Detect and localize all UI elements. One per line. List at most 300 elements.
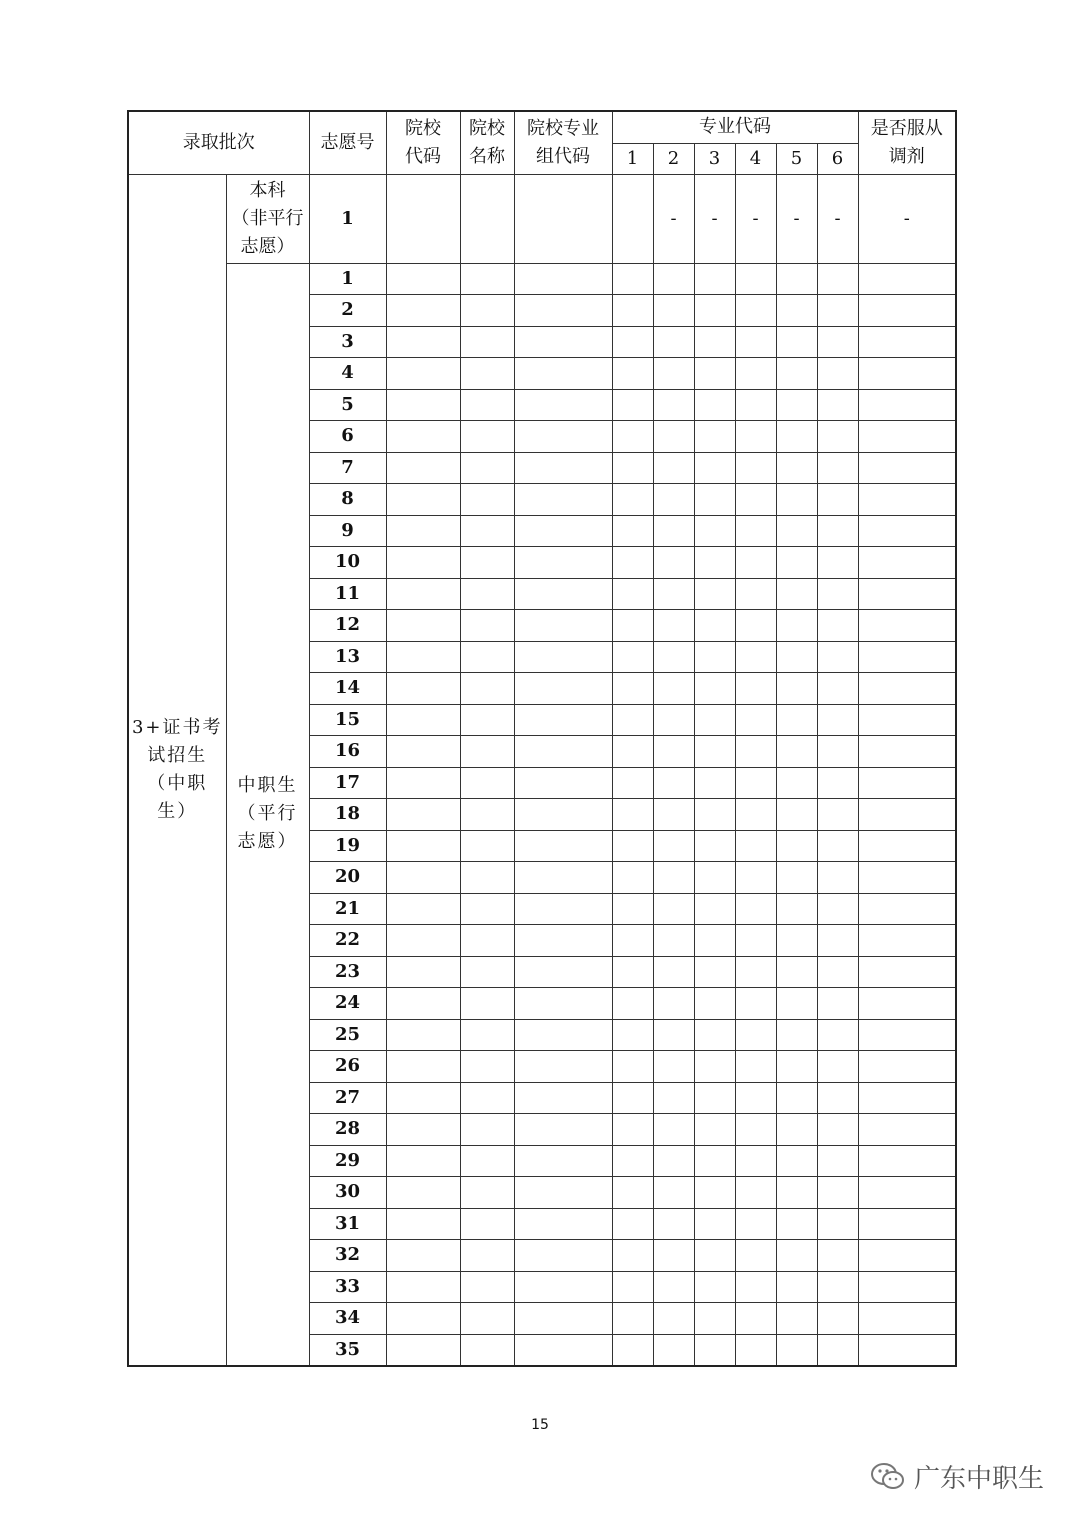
- major-code-cell[interactable]: [653, 421, 694, 453]
- major-code-cell[interactable]: [817, 547, 858, 579]
- major-code-cell[interactable]: [776, 1145, 817, 1177]
- major-code-cell[interactable]: [776, 484, 817, 516]
- major-code-cell[interactable]: [694, 767, 735, 799]
- school-name-cell[interactable]: [460, 1082, 514, 1114]
- school-name-cell[interactable]: [460, 1271, 514, 1303]
- major-code-cell[interactable]: [776, 830, 817, 862]
- major-code-cell[interactable]: [735, 515, 776, 547]
- major-code-cell[interactable]: [735, 641, 776, 673]
- major-code-cell[interactable]: [817, 1145, 858, 1177]
- major-code-cell[interactable]: [694, 515, 735, 547]
- major-code-cell[interactable]: [612, 515, 653, 547]
- school-code-cell[interactable]: [386, 1240, 460, 1272]
- school-name-cell[interactable]: [460, 862, 514, 894]
- school-name-cell[interactable]: [460, 673, 514, 705]
- major-code-cell[interactable]: [612, 421, 653, 453]
- major-code-cell[interactable]: [653, 358, 694, 390]
- major-code-cell[interactable]: [694, 1114, 735, 1146]
- major-code-cell[interactable]: [817, 1208, 858, 1240]
- major-code-cell[interactable]: [694, 704, 735, 736]
- school-code-cell[interactable]: [386, 326, 460, 358]
- major-code-cell[interactable]: [817, 1051, 858, 1083]
- adjust-cell[interactable]: [858, 767, 956, 799]
- group-code-cell[interactable]: [514, 830, 612, 862]
- major-code-cell[interactable]: [612, 704, 653, 736]
- major-code-cell[interactable]: [653, 673, 694, 705]
- major-code-cell[interactable]: [817, 956, 858, 988]
- major-code-cell[interactable]: [612, 295, 653, 327]
- major-code-cell[interactable]: [776, 547, 817, 579]
- major-code-cell[interactable]: [612, 174, 653, 263]
- major-code-cell[interactable]: [612, 484, 653, 516]
- school-name-cell[interactable]: [460, 421, 514, 453]
- school-code-cell[interactable]: [386, 547, 460, 579]
- major-code-cell[interactable]: [694, 830, 735, 862]
- major-code-cell[interactable]: [653, 484, 694, 516]
- major-code-cell[interactable]: [653, 515, 694, 547]
- major-code-cell[interactable]: [694, 1208, 735, 1240]
- major-code-cell[interactable]: [653, 326, 694, 358]
- school-code-cell[interactable]: [386, 641, 460, 673]
- school-name-cell[interactable]: [460, 893, 514, 925]
- group-code-cell[interactable]: [514, 326, 612, 358]
- school-name-cell[interactable]: [460, 1145, 514, 1177]
- major-code-cell[interactable]: [817, 389, 858, 421]
- major-code-cell[interactable]: [817, 578, 858, 610]
- group-code-cell[interactable]: [514, 1177, 612, 1209]
- major-code-cell[interactable]: [735, 925, 776, 957]
- major-code-cell[interactable]: [612, 1303, 653, 1335]
- major-code-cell[interactable]: [735, 452, 776, 484]
- major-code-cell[interactable]: [735, 484, 776, 516]
- school-code-cell[interactable]: [386, 1082, 460, 1114]
- major-code-cell[interactable]: [735, 358, 776, 390]
- major-code-cell[interactable]: [776, 799, 817, 831]
- group-code-cell[interactable]: [514, 1303, 612, 1335]
- major-code-cell[interactable]: [694, 799, 735, 831]
- school-name-cell[interactable]: [460, 515, 514, 547]
- major-code-cell[interactable]: [735, 263, 776, 295]
- major-code-cell[interactable]: [694, 484, 735, 516]
- school-code-cell[interactable]: [386, 925, 460, 957]
- group-code-cell[interactable]: [514, 862, 612, 894]
- major-code-cell[interactable]: [776, 452, 817, 484]
- major-code-cell[interactable]: [817, 484, 858, 516]
- group-code-cell[interactable]: [514, 610, 612, 642]
- major-code-cell[interactable]: [612, 1114, 653, 1146]
- major-code-cell[interactable]: [817, 1334, 858, 1366]
- adjust-cell[interactable]: [858, 1051, 956, 1083]
- school-name-cell[interactable]: [460, 1208, 514, 1240]
- major-code-cell[interactable]: [817, 1177, 858, 1209]
- major-code-cell[interactable]: [735, 578, 776, 610]
- school-code-cell[interactable]: [386, 1114, 460, 1146]
- major-code-cell[interactable]: [694, 452, 735, 484]
- school-name-cell[interactable]: [460, 1303, 514, 1335]
- major-code-cell[interactable]: [612, 389, 653, 421]
- school-code-cell[interactable]: [386, 956, 460, 988]
- school-code-cell[interactable]: [386, 799, 460, 831]
- major-code-cell[interactable]: [776, 1334, 817, 1366]
- major-code-cell[interactable]: [653, 862, 694, 894]
- major-code-cell[interactable]: [817, 736, 858, 768]
- major-code-cell[interactable]: [612, 1145, 653, 1177]
- adjust-cell[interactable]: [858, 1334, 956, 1366]
- major-code-cell[interactable]: [735, 704, 776, 736]
- major-code-cell[interactable]: [776, 389, 817, 421]
- major-code-cell[interactable]: [653, 1271, 694, 1303]
- school-code-cell[interactable]: [386, 484, 460, 516]
- adjust-cell[interactable]: [858, 893, 956, 925]
- major-code-cell[interactable]: [776, 1303, 817, 1335]
- school-code-cell[interactable]: [386, 1051, 460, 1083]
- major-code-cell[interactable]: [735, 673, 776, 705]
- school-name-cell[interactable]: [460, 799, 514, 831]
- group-code-cell[interactable]: [514, 389, 612, 421]
- school-code-cell[interactable]: [386, 673, 460, 705]
- group-code-cell[interactable]: [514, 1334, 612, 1366]
- major-code-cell[interactable]: [653, 988, 694, 1020]
- major-code-cell[interactable]: [776, 862, 817, 894]
- major-code-cell[interactable]: [776, 925, 817, 957]
- school-code-cell[interactable]: [386, 830, 460, 862]
- major-code-cell[interactable]: [776, 263, 817, 295]
- school-code-cell[interactable]: [386, 421, 460, 453]
- group-code-cell[interactable]: [514, 547, 612, 579]
- group-code-cell[interactable]: [514, 988, 612, 1020]
- school-name-cell[interactable]: [460, 1334, 514, 1366]
- major-code-cell[interactable]: [612, 1240, 653, 1272]
- major-code-cell[interactable]: [694, 1019, 735, 1051]
- school-code-cell[interactable]: [386, 174, 460, 263]
- major-code-cell[interactable]: [653, 799, 694, 831]
- major-code-cell[interactable]: [817, 610, 858, 642]
- school-name-cell[interactable]: [460, 174, 514, 263]
- adjust-cell[interactable]: [858, 263, 956, 295]
- school-code-cell[interactable]: [386, 578, 460, 610]
- major-code-cell[interactable]: [735, 988, 776, 1020]
- major-code-cell[interactable]: [817, 767, 858, 799]
- major-code-cell[interactable]: [694, 1177, 735, 1209]
- major-code-cell[interactable]: [694, 1051, 735, 1083]
- major-code-cell[interactable]: [653, 704, 694, 736]
- major-code-cell[interactable]: [776, 1082, 817, 1114]
- adjust-cell[interactable]: [858, 673, 956, 705]
- major-code-cell[interactable]: [776, 767, 817, 799]
- major-code-cell[interactable]: [612, 956, 653, 988]
- major-code-cell[interactable]: [653, 956, 694, 988]
- major-code-cell[interactable]: [653, 295, 694, 327]
- major-code-cell[interactable]: [694, 988, 735, 1020]
- adjust-cell[interactable]: [858, 641, 956, 673]
- major-code-cell[interactable]: [653, 830, 694, 862]
- group-code-cell[interactable]: [514, 1240, 612, 1272]
- group-code-cell[interactable]: [514, 893, 612, 925]
- school-code-cell[interactable]: [386, 1019, 460, 1051]
- major-code-cell[interactable]: [653, 1177, 694, 1209]
- adjust-cell[interactable]: [858, 799, 956, 831]
- major-code-cell[interactable]: [735, 421, 776, 453]
- school-code-cell[interactable]: [386, 295, 460, 327]
- major-code-cell[interactable]: [694, 421, 735, 453]
- major-code-cell[interactable]: [653, 925, 694, 957]
- major-code-cell[interactable]: [694, 326, 735, 358]
- school-code-cell[interactable]: [386, 1208, 460, 1240]
- adjust-cell[interactable]: [858, 610, 956, 642]
- group-code-cell[interactable]: [514, 578, 612, 610]
- major-code-cell[interactable]: [653, 547, 694, 579]
- group-code-cell[interactable]: [514, 1208, 612, 1240]
- major-code-cell[interactable]: [612, 1019, 653, 1051]
- group-code-cell[interactable]: [514, 767, 612, 799]
- school-name-cell[interactable]: [460, 988, 514, 1020]
- school-name-cell[interactable]: [460, 1177, 514, 1209]
- major-code-cell[interactable]: [694, 610, 735, 642]
- major-code-cell[interactable]: [612, 1271, 653, 1303]
- major-code-cell[interactable]: [612, 799, 653, 831]
- adjust-cell[interactable]: [858, 862, 956, 894]
- major-code-cell[interactable]: [694, 263, 735, 295]
- major-code-cell[interactable]: [735, 1334, 776, 1366]
- major-code-cell[interactable]: [735, 830, 776, 862]
- school-code-cell[interactable]: [386, 767, 460, 799]
- school-name-cell[interactable]: [460, 389, 514, 421]
- major-code-cell[interactable]: [735, 326, 776, 358]
- adjust-cell[interactable]: [858, 295, 956, 327]
- major-code-cell[interactable]: [653, 1208, 694, 1240]
- major-code-cell[interactable]: [612, 767, 653, 799]
- school-code-cell[interactable]: [386, 610, 460, 642]
- school-name-cell[interactable]: [460, 484, 514, 516]
- major-code-cell[interactable]: [653, 767, 694, 799]
- major-code-cell[interactable]: [735, 1114, 776, 1146]
- group-code-cell[interactable]: [514, 515, 612, 547]
- adjust-cell[interactable]: [858, 484, 956, 516]
- major-code-cell[interactable]: [694, 673, 735, 705]
- major-code-cell[interactable]: [612, 578, 653, 610]
- school-code-cell[interactable]: [386, 893, 460, 925]
- school-name-cell[interactable]: [460, 830, 514, 862]
- major-code-cell[interactable]: [612, 1051, 653, 1083]
- major-code-cell[interactable]: [694, 389, 735, 421]
- major-code-cell[interactable]: [612, 326, 653, 358]
- major-code-cell[interactable]: [817, 295, 858, 327]
- group-code-cell[interactable]: [514, 736, 612, 768]
- major-code-cell[interactable]: [817, 263, 858, 295]
- group-code-cell[interactable]: [514, 1114, 612, 1146]
- school-code-cell[interactable]: [386, 988, 460, 1020]
- school-name-cell[interactable]: [460, 1019, 514, 1051]
- major-code-cell[interactable]: [776, 578, 817, 610]
- major-code-cell[interactable]: [612, 893, 653, 925]
- major-code-cell[interactable]: [694, 1303, 735, 1335]
- major-code-cell[interactable]: [612, 1208, 653, 1240]
- group-code-cell[interactable]: [514, 484, 612, 516]
- major-code-cell[interactable]: [776, 1019, 817, 1051]
- group-code-cell[interactable]: [514, 1145, 612, 1177]
- major-code-cell[interactable]: [612, 830, 653, 862]
- major-code-cell[interactable]: [776, 1208, 817, 1240]
- school-name-cell[interactable]: [460, 641, 514, 673]
- group-code-cell[interactable]: [514, 358, 612, 390]
- school-code-cell[interactable]: [386, 736, 460, 768]
- school-name-cell[interactable]: [460, 358, 514, 390]
- group-code-cell[interactable]: [514, 956, 612, 988]
- major-code-cell[interactable]: [817, 893, 858, 925]
- major-code-cell[interactable]: [735, 862, 776, 894]
- major-code-cell[interactable]: [612, 610, 653, 642]
- major-code-cell[interactable]: [817, 862, 858, 894]
- major-code-cell[interactable]: [776, 893, 817, 925]
- major-code-cell[interactable]: [776, 295, 817, 327]
- major-code-cell[interactable]: [694, 1271, 735, 1303]
- school-code-cell[interactable]: [386, 358, 460, 390]
- major-code-cell[interactable]: [612, 1082, 653, 1114]
- major-code-cell[interactable]: [817, 1114, 858, 1146]
- adjust-cell[interactable]: [858, 1208, 956, 1240]
- major-code-cell[interactable]: [612, 862, 653, 894]
- adjust-cell[interactable]: [858, 515, 956, 547]
- school-name-cell[interactable]: [460, 452, 514, 484]
- group-code-cell[interactable]: [514, 174, 612, 263]
- school-code-cell[interactable]: [386, 1177, 460, 1209]
- school-code-cell[interactable]: [386, 389, 460, 421]
- school-name-cell[interactable]: [460, 1240, 514, 1272]
- major-code-cell[interactable]: [817, 704, 858, 736]
- school-name-cell[interactable]: [460, 704, 514, 736]
- major-code-cell[interactable]: [653, 641, 694, 673]
- major-code-cell[interactable]: [776, 610, 817, 642]
- major-code-cell[interactable]: [735, 799, 776, 831]
- major-code-cell[interactable]: [694, 1240, 735, 1272]
- major-code-cell[interactable]: [694, 547, 735, 579]
- major-code-cell[interactable]: [694, 1145, 735, 1177]
- group-code-cell[interactable]: [514, 925, 612, 957]
- school-code-cell[interactable]: [386, 263, 460, 295]
- major-code-cell[interactable]: [776, 1051, 817, 1083]
- major-code-cell[interactable]: [776, 988, 817, 1020]
- major-code-cell[interactable]: [694, 295, 735, 327]
- adjust-cell[interactable]: [858, 1177, 956, 1209]
- adjust-cell[interactable]: [858, 956, 956, 988]
- major-code-cell[interactable]: [735, 956, 776, 988]
- school-code-cell[interactable]: [386, 704, 460, 736]
- major-code-cell[interactable]: [653, 1051, 694, 1083]
- major-code-cell[interactable]: [817, 1303, 858, 1335]
- major-code-cell[interactable]: [612, 736, 653, 768]
- major-code-cell[interactable]: [776, 673, 817, 705]
- major-code-cell[interactable]: [817, 1082, 858, 1114]
- group-code-cell[interactable]: [514, 799, 612, 831]
- major-code-cell[interactable]: [776, 358, 817, 390]
- major-code-cell[interactable]: [817, 799, 858, 831]
- major-code-cell[interactable]: [735, 736, 776, 768]
- major-code-cell[interactable]: [735, 1177, 776, 1209]
- adjust-cell[interactable]: [858, 925, 956, 957]
- major-code-cell[interactable]: [653, 893, 694, 925]
- major-code-cell[interactable]: [612, 358, 653, 390]
- school-code-cell[interactable]: [386, 1334, 460, 1366]
- major-code-cell[interactable]: [776, 421, 817, 453]
- adjust-cell[interactable]: [858, 452, 956, 484]
- major-code-cell[interactable]: [735, 610, 776, 642]
- major-code-cell[interactable]: [817, 830, 858, 862]
- major-code-cell[interactable]: [612, 673, 653, 705]
- major-code-cell[interactable]: [817, 641, 858, 673]
- major-code-cell[interactable]: [817, 1271, 858, 1303]
- major-code-cell[interactable]: [817, 925, 858, 957]
- adjust-cell[interactable]: [858, 1271, 956, 1303]
- major-code-cell[interactable]: [653, 1240, 694, 1272]
- major-code-cell[interactable]: [653, 1334, 694, 1366]
- school-code-cell[interactable]: [386, 515, 460, 547]
- major-code-cell[interactable]: [612, 1334, 653, 1366]
- major-code-cell[interactable]: [817, 1240, 858, 1272]
- adjust-cell[interactable]: [858, 736, 956, 768]
- major-code-cell[interactable]: [776, 1114, 817, 1146]
- major-code-cell[interactable]: [653, 389, 694, 421]
- major-code-cell[interactable]: [776, 1240, 817, 1272]
- adjust-cell[interactable]: [858, 1145, 956, 1177]
- school-name-cell[interactable]: [460, 1114, 514, 1146]
- major-code-cell[interactable]: [694, 641, 735, 673]
- major-code-cell[interactable]: [612, 452, 653, 484]
- school-name-cell[interactable]: [460, 925, 514, 957]
- major-code-cell[interactable]: [694, 925, 735, 957]
- group-code-cell[interactable]: [514, 452, 612, 484]
- school-code-cell[interactable]: [386, 452, 460, 484]
- major-code-cell[interactable]: [817, 358, 858, 390]
- major-code-cell[interactable]: [612, 263, 653, 295]
- major-code-cell[interactable]: [735, 1240, 776, 1272]
- adjust-cell[interactable]: [858, 326, 956, 358]
- school-name-cell[interactable]: [460, 956, 514, 988]
- major-code-cell[interactable]: [817, 452, 858, 484]
- major-code-cell[interactable]: [612, 641, 653, 673]
- adjust-cell[interactable]: [858, 1114, 956, 1146]
- major-code-cell[interactable]: [694, 893, 735, 925]
- major-code-cell[interactable]: [735, 389, 776, 421]
- major-code-cell[interactable]: [653, 452, 694, 484]
- major-code-cell[interactable]: [612, 925, 653, 957]
- major-code-cell[interactable]: [735, 893, 776, 925]
- school-name-cell[interactable]: [460, 736, 514, 768]
- adjust-cell[interactable]: [858, 704, 956, 736]
- major-code-cell[interactable]: [735, 767, 776, 799]
- adjust-cell[interactable]: [858, 830, 956, 862]
- school-code-cell[interactable]: [386, 1303, 460, 1335]
- major-code-cell[interactable]: [612, 547, 653, 579]
- major-code-cell[interactable]: [694, 1082, 735, 1114]
- school-name-cell[interactable]: [460, 326, 514, 358]
- group-code-cell[interactable]: [514, 263, 612, 295]
- major-code-cell[interactable]: [694, 956, 735, 988]
- major-code-cell[interactable]: [776, 641, 817, 673]
- group-code-cell[interactable]: [514, 1271, 612, 1303]
- school-code-cell[interactable]: [386, 1271, 460, 1303]
- major-code-cell[interactable]: [776, 956, 817, 988]
- major-code-cell[interactable]: [735, 295, 776, 327]
- major-code-cell[interactable]: [817, 326, 858, 358]
- group-code-cell[interactable]: [514, 673, 612, 705]
- major-code-cell[interactable]: [735, 1051, 776, 1083]
- major-code-cell[interactable]: [694, 1334, 735, 1366]
- major-code-cell[interactable]: [653, 578, 694, 610]
- major-code-cell[interactable]: [776, 736, 817, 768]
- major-code-cell[interactable]: [817, 988, 858, 1020]
- major-code-cell[interactable]: [653, 1145, 694, 1177]
- adjust-cell[interactable]: [858, 389, 956, 421]
